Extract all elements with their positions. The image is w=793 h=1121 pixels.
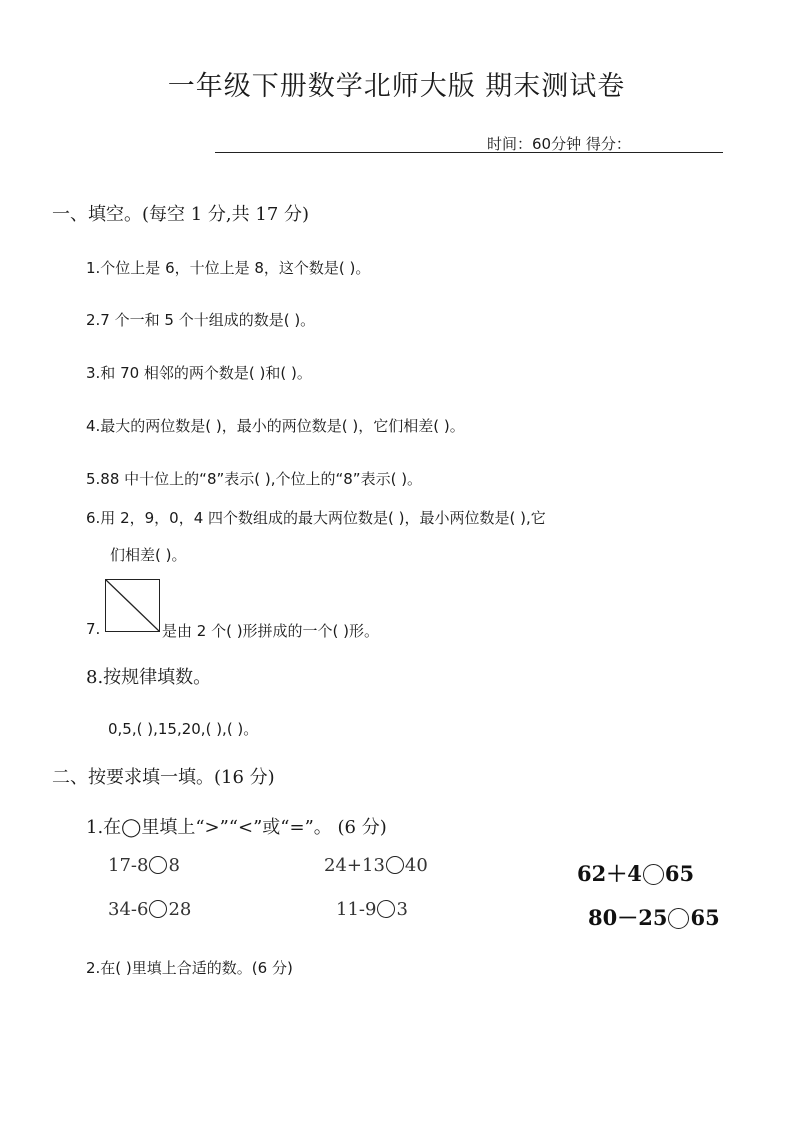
question-2-1: 1.在◯里填上“>”“<”或“=”。 (6 分) <box>86 817 387 838</box>
question-1-4: 4.最大的两位数是( )，最小的两位数是( )，它们相差( )。 <box>86 417 465 435</box>
blank-circle-icon[interactable] <box>149 856 167 874</box>
comparison-left: 24+13 <box>324 855 385 876</box>
question-1-5: 5.88 中十位上的“8”表示( ),个位上的“8”表示( )。 <box>86 470 423 488</box>
comparison-left: 80－25 <box>588 905 668 930</box>
comparison-3 <box>577 858 694 888</box>
comparison-right: 3 <box>396 899 408 920</box>
comparison-5 <box>336 899 408 920</box>
diagonal-line <box>106 580 159 631</box>
page-title: 一年级下册数学北师大版 期末测试卷 <box>167 71 626 102</box>
question-1-6-line-2: 们相差( )。 <box>110 546 187 564</box>
blank-circle-icon[interactable] <box>386 856 404 874</box>
blank-circle-icon[interactable] <box>643 864 664 885</box>
comparison-right: 40 <box>404 855 428 876</box>
header-underline <box>215 152 723 153</box>
comparison-right: 28 <box>168 899 192 920</box>
comparison-right: 65 <box>690 905 720 930</box>
section-2-heading: 二、按要求填一填。(16 分) <box>52 767 275 788</box>
comparison-2 <box>324 855 428 876</box>
comparison-4 <box>108 899 191 920</box>
time-score-info: 时间：60分钟 得分： <box>487 135 631 153</box>
comparison-left: 17-8 <box>108 855 149 876</box>
comparison-right: 65 <box>664 861 695 886</box>
question-1-1: 1.个位上是 6，十位上是 8，这个数是( )。 <box>86 259 371 277</box>
question-1-7-number: 7. <box>86 620 101 638</box>
comparison-right: 8 <box>168 855 180 876</box>
question-1-8: 8.按规律填数。 <box>86 667 212 688</box>
blank-circle-icon[interactable] <box>377 900 395 918</box>
comparison-1 <box>108 855 180 876</box>
section-1-heading: 一、填空。(每空 1 分,共 17 分) <box>52 204 310 225</box>
question-1-6-line-1: 6.用 2，9，0，4 四个数组成的最大两位数是( )，最小两位数是( ),它 <box>86 509 546 527</box>
comparison-left: 62＋4 <box>577 861 642 886</box>
question-1-8-sequence: 0,5,( ),15,20,( ),( )。 <box>108 720 259 738</box>
blank-circle-icon[interactable] <box>149 900 167 918</box>
square-diagram <box>105 579 160 632</box>
comparison-left: 11-9 <box>336 899 377 920</box>
blank-circle-icon[interactable] <box>668 908 689 929</box>
comparison-left: 34-6 <box>108 899 149 920</box>
comparison-6 <box>588 902 720 932</box>
question-1-7: 是由 2 个( )形拼成的一个( )形。 <box>162 622 380 640</box>
question-1-3: 3.和 70 相邻的两个数是( )和( )。 <box>86 364 312 382</box>
question-2-2: 2.在( )里填上合适的数。(6 分) <box>86 959 293 977</box>
question-1-2: 2.7 个一和 5 个十组成的数是( )。 <box>86 311 316 329</box>
